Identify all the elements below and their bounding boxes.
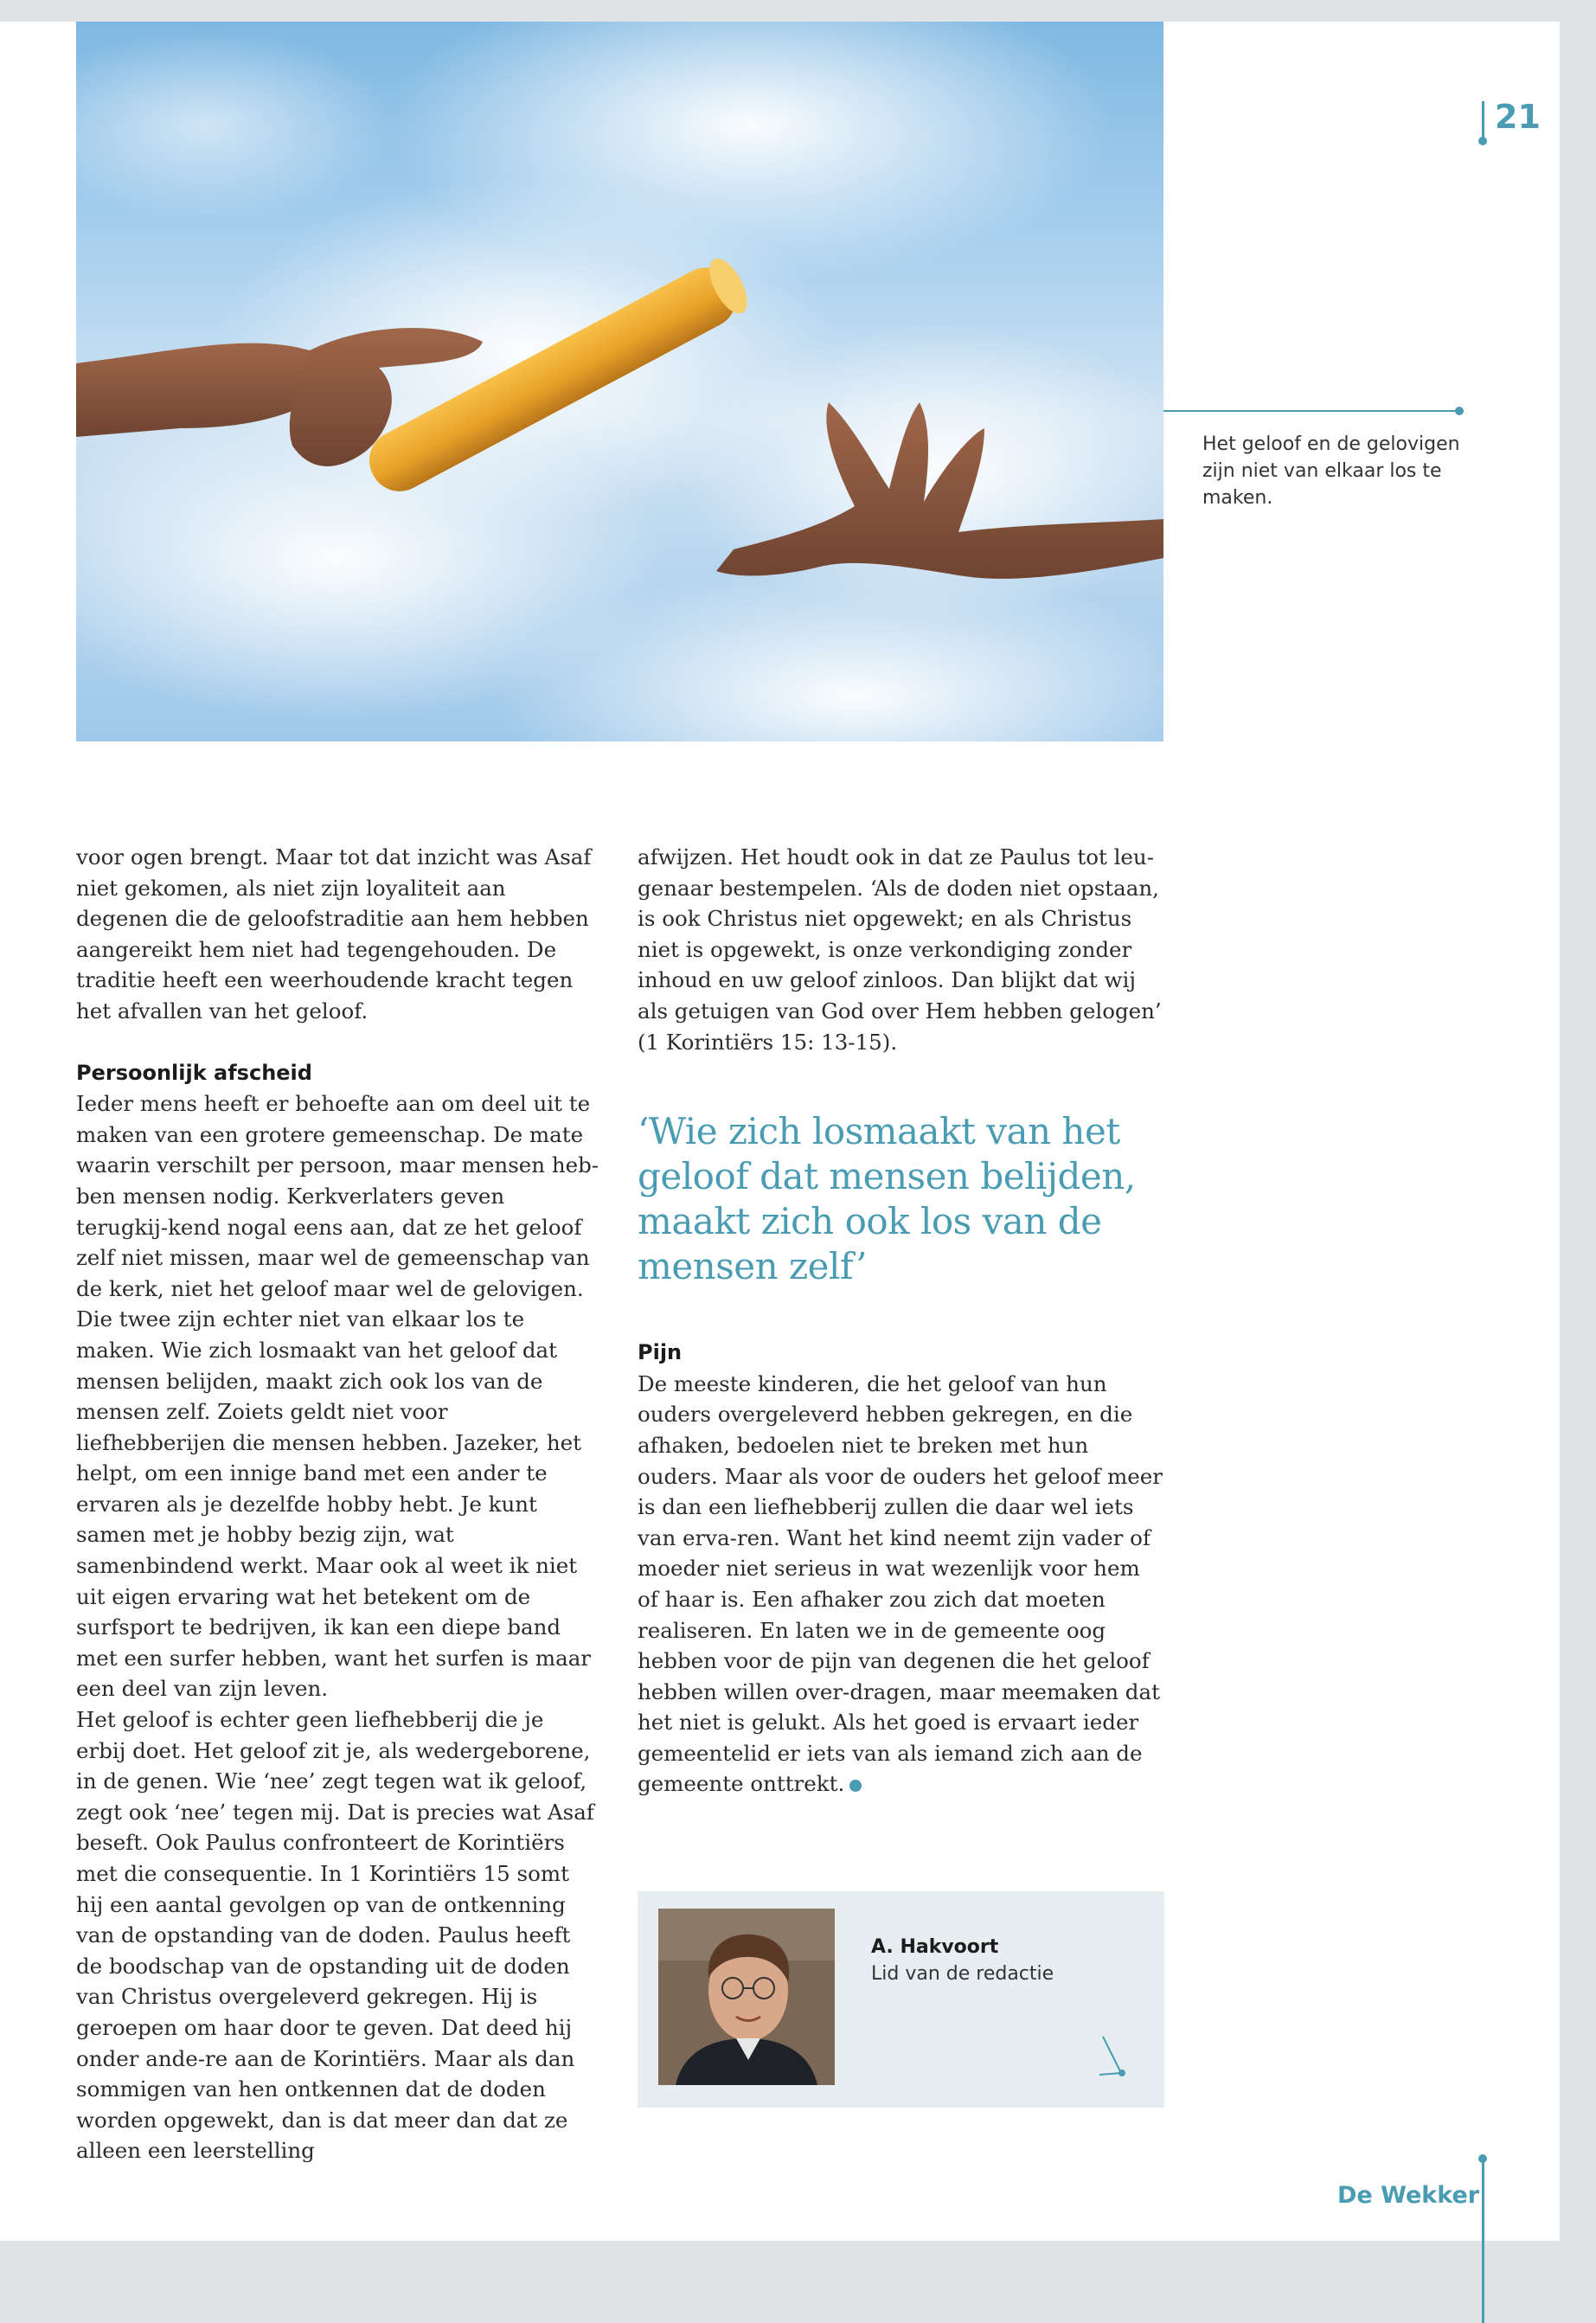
pen-flourish-icon — [1096, 2030, 1131, 2082]
section-heading-persoonlijk-afscheid: Persoonlijk afscheid — [76, 1060, 312, 1085]
right-column — [638, 842, 1165, 1800]
end-mark-icon — [849, 1780, 862, 1792]
paragraph-text: De meeste kinderen, die het geloof van hun ouders overgeleverd hebben gekregen, en die afhaken, bedoelen niet te breken met hun ouders. Maar als voor de ouders het geloof meer is dan een liefhebberij zullen die daar wel iets van erva-ren. Want het kind neemt zijn vader of moeder niet serieus in wat wezenlijk voor hem of haar is. Een afhaker zou zich dat moeten realiseren. En laten we in de gemeente oog hebben voor de pijn van degenen die het geloof hebben willen over-dragen, maar meemaken dat het niet is gelukt. Als het goed is ervaart ieder gemeentelid er iets van als iemand zich aan de gemeente onttrekt. — [638, 1370, 1163, 1797]
page-number: 21 — [1495, 98, 1541, 136]
relay-baton-photo — [76, 22, 1163, 741]
section-heading-pijn: Pijn — [638, 1340, 683, 1365]
page-number-dot — [1478, 137, 1487, 145]
author-role: Lid van de redactie — [871, 1963, 1054, 1985]
paragraph: Het geloof is echter geen liefhebberij die je erbij doet. Het geloof zit je, als wedergeborene, in de genen. Wie ‘nee’ zegt tegen wat ik geloof, zegt ook ‘nee’ tegen mij. Dat is precies wat Asaf beseft. Ook Paulus confronteert de Korintiërs met die consequentie. In 1 Korintiërs 15 somt hij een aantal gevolgen op van de ontkenning van de opstanding van de doden. Paulus heeft de boodschap van de opstanding uit de doden van Christus overgeleverd gekregen. Hij is geroepen om haar door te geven. Dat deed hij onder ande-re aan de Korintiërs. Maar als dan sommigen van hen ontkennen dat de doden worden opgewekt, dan is dat meer dan dat ze alleen een leerstelling — [76, 1707, 594, 2164]
footer-rule — [1482, 2159, 1484, 2323]
pull-quote: ‘Wie zich losmaakt van het geloof dat mensen belijden, maakt zich ook los van de mensen zelf’ — [638, 1110, 1136, 1288]
caption-rule — [1163, 410, 1458, 412]
photo-caption: Het geloof en de gelovigen zijn niet van elkaar los te maken. — [1202, 433, 1460, 509]
caption-dot — [1455, 407, 1464, 415]
photo-illustration — [76, 22, 1163, 741]
magazine-page — [0, 22, 1560, 2241]
paragraph-final — [638, 1369, 1165, 1800]
magazine-brand: De Wekker — [1337, 2182, 1480, 2209]
paragraph: voor ogen brengt. Maar tot dat inzicht was Asaf niet gekomen, als niet zijn loyaliteit aan degenen die de geloofstraditie aan hem hebben aangereikt hem niet had tegengehouden. De traditie heeft een weerhoudende kracht tegen het afvallen van het geloof. — [76, 844, 592, 1024]
portrait-illustration — [658, 1909, 835, 2085]
author-box — [638, 1891, 1164, 2108]
author-portrait — [658, 1909, 835, 2085]
author-name: A. Hakvoort — [871, 1936, 999, 1958]
page-number-rule — [1482, 101, 1484, 139]
paragraph: Ieder mens heeft er behoefte aan om deel uit te maken van een grotere gemeenschap. De mate waarin verschilt per persoon, maar mensen heb-ben mensen nodig. Kerkverlaters geven terugkij-kend nogal eens aan, dat ze het geloof zelf niet missen, maar wel de gemeenschap van de kerk, niet het geloof maar wel de gelovigen. — [76, 1091, 599, 1301]
paragraph: Die twee zijn echter niet van elkaar los te maken. Wie zich losmaakt van het geloof dat mensen belijden, maakt zich ook los van de mensen zelf. Zoiets geldt niet voor liefhebberijen die mensen hebben. Jazeker, het helpt, om een innige band met een ander te ervaren als je dezelfde hobby hebt. Je kunt samen met je hobby bezig zijn, wat samenbindend werkt. Maar ook al weet ik niet uit eigen ervaring wat het betekent om de surfsport te bedrijven, ik kan een diepe band met een surfer hebben, want het surfen is maar een deel van zijn leven. — [76, 1306, 592, 1702]
paragraph: afwijzen. Het houdt ook in dat ze Paulus tot leu-genaar bestempelen. ‘Als de doden niet opstaan, is ook Christus niet opgewekt; en als Christus niet is opgewekt, is onze verkondiging zonder inhoud en uw geloof zinloos. Dan blijkt dat wij als getuigen van God over Hem hebben gelogen’ (1 Korintiërs 15: 13-15). — [638, 844, 1162, 1055]
left-column — [76, 842, 599, 2166]
